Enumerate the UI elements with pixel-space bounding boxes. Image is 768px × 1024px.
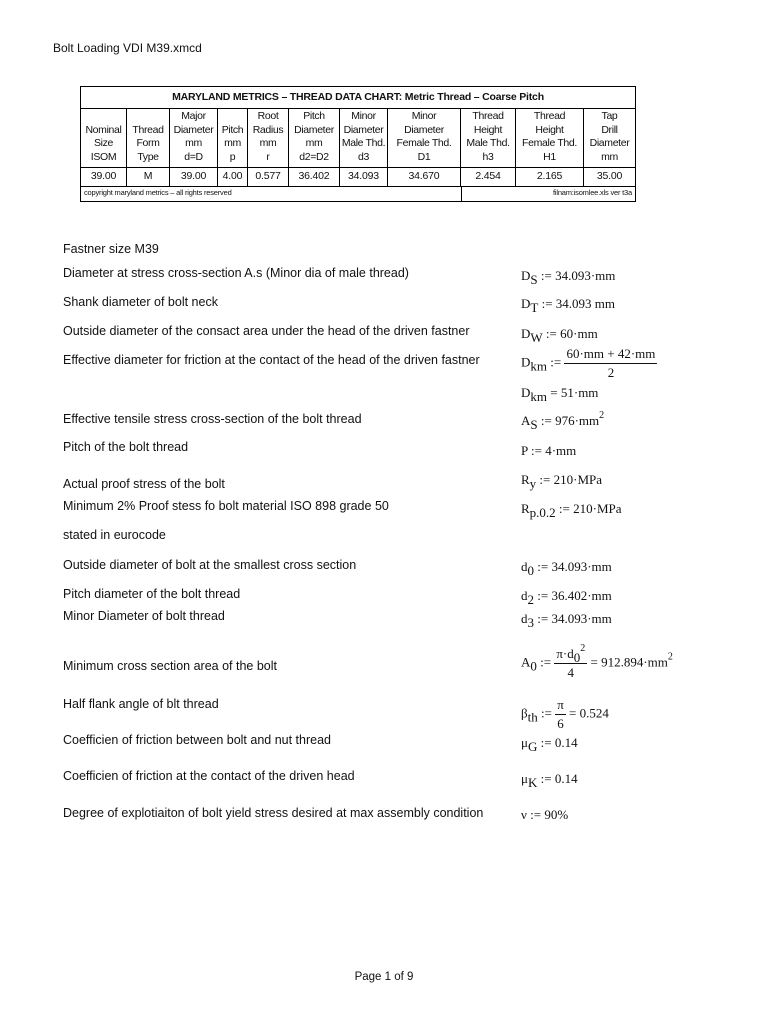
chart-copyright: copyright maryland metrics – all rights reserved (84, 188, 232, 197)
beta-equation: $\beta_{th}$ := $\frac{\pi}{6}$ = 0.524 (521, 697, 609, 731)
col-header: Minor Diameter Female Thd. D1 (396, 110, 452, 163)
col-header: Root Radius mm r (252, 110, 284, 163)
a0-equation: $A_0$ := $\frac{\pi\cdot d_0^2}{4}$ = $912.894\cdot mm^2$ (521, 643, 673, 680)
col-tap-drill-diameter (584, 108, 635, 186)
col-header: Tap Drill Diameter mm (589, 110, 630, 163)
file-name: Bolt Loading VDI M39.xmcd (53, 41, 202, 55)
fastener-size-label: Fastner size M39 (63, 242, 159, 256)
a0-fraction: $\frac{\pi\cdot d_0^2}{4}$ (556, 643, 586, 680)
ds-equation: $D_S$ := 34.093·mm (521, 268, 616, 287)
col-header: Minor Diameter Male Thd. d3 (341, 110, 386, 163)
footer-divider (461, 186, 462, 201)
dt-equation: $D_T$ := 34.093 mm (521, 296, 616, 315)
d2-description: Pitch diameter of the bolt thread (63, 587, 241, 601)
col-pitch (218, 108, 248, 186)
col-value: 2.165 (536, 170, 563, 182)
col-header: Thread Height Female Thd. H1 (522, 110, 577, 163)
beta-description: Half flank angle of blt thread (63, 697, 219, 711)
col-value: 0.577 (255, 170, 281, 182)
d0-equation: $d_0$ := 34.093·mm (521, 559, 612, 578)
value-row-bottom-rule (81, 186, 635, 187)
dw-equation: $D_W$ := 60·mm (521, 326, 598, 345)
rp02-description: Minimum 2% Proof stess fo bolt material ISO 898 grade 50 (63, 499, 389, 513)
nu-equation: ν := 90% (521, 807, 569, 822)
col-thread-height-male (461, 108, 516, 186)
d3-description: Minor Diameter of bolt thread (63, 609, 225, 623)
col-value: 36.402 (298, 170, 330, 182)
mug-equation: $\mu_G$ := 0.14 (521, 735, 578, 754)
dkm-description: Effective diameter for friction at the contact of the head of the driven fastner (63, 353, 480, 367)
col-nominal-size (81, 108, 127, 186)
page-number: Page 1 of 9 (354, 971, 414, 983)
dkm-equation: $D_{km}$ := $\frac{60\cdot mm + 42\cdot mm}{2}$ (521, 346, 656, 380)
a0-description: Minimum cross section area of the bolt (63, 659, 277, 673)
chart-title: MARYLAND METRICS – THREAD DATA CHART: Metric Thread – Coarse Pitch (81, 87, 635, 109)
col-header: Thread Height Male Thd. h3 (466, 110, 510, 163)
col-value: M (143, 170, 153, 182)
col-minor-diameter-male (340, 108, 388, 186)
dkm-result: $D_{km} = 51\cdot mm$ (521, 385, 599, 404)
muk-equation: $\mu_K$ := 0.14 (521, 771, 578, 790)
p-description: Pitch of the bolt thread (63, 440, 189, 454)
thread-data-chart (80, 86, 636, 202)
d3-equation: $d_3$ := 34.093·mm (521, 611, 612, 630)
col-thread-height-female (516, 108, 584, 186)
chart-filename: filnam:isomlee.xls ver t3a (553, 188, 632, 197)
as-equation: $A_S$ := $976\cdot mm^2$ (521, 410, 605, 432)
mug-description: Coefficien of friction between bolt and nut thread (63, 733, 331, 747)
as-description: Effective tensile stress cross-section of the bolt thread (63, 412, 362, 426)
d2-equation: $d_2$ := 36.402·mm (521, 588, 612, 607)
col-value: 4.00 (222, 170, 243, 182)
nu-description: Degree of explotiaiton of bolt yield stress desired at max assembly condition (63, 806, 484, 820)
rp02-equation: $R_{p.0.2}$ := 210·MPa (521, 501, 622, 520)
col-header: Pitch Diameter mm d2=D2 (294, 110, 334, 163)
dt-description: Shank diameter of bolt neck (63, 295, 218, 309)
p-equation: P := 4·mm (521, 443, 577, 458)
d0-description: Outside diameter of bolt at the smallest cross section (63, 558, 357, 572)
col-value: 35.00 (596, 170, 623, 182)
col-header: Nominal Size ISOM (85, 123, 122, 163)
ds-description: Diameter at stress cross-section A.s (Minor dia of male thread) (63, 266, 409, 280)
col-value: 39.00 (90, 170, 117, 182)
col-thread-form (127, 108, 170, 186)
col-value: 2.454 (475, 170, 501, 182)
beta-fraction: $\frac{\pi}{6}$ (557, 697, 564, 731)
col-value: 34.093 (348, 170, 379, 182)
col-minor-diameter-female (388, 108, 461, 186)
col-header: Major Diameter mm d=D (173, 110, 214, 163)
col-header: Thread Form Type (132, 123, 164, 163)
col-header: Pitch mm p (221, 123, 244, 163)
ry-description: Actual proof stress of the bolt (63, 477, 225, 491)
value-row-top-rule (81, 167, 635, 168)
dkm-fraction: $\frac{60\cdot mm + 42\cdot mm}{2}$ (566, 346, 656, 380)
col-value: 34.670 (408, 170, 440, 182)
col-value: 39.00 (180, 170, 207, 182)
eurocode-note: stated in eurocode (63, 528, 166, 542)
col-major-diameter (170, 108, 218, 186)
dw-description: Outside diameter of the consact area under the head of the driven fastner (63, 324, 470, 338)
col-root-radius (248, 108, 289, 186)
col-pitch-diameter (289, 108, 340, 186)
ry-equation: $R_y$ := 210·MPa (521, 472, 603, 491)
muk-description: Coefficien of friction at the contact of the driven head (63, 769, 355, 783)
